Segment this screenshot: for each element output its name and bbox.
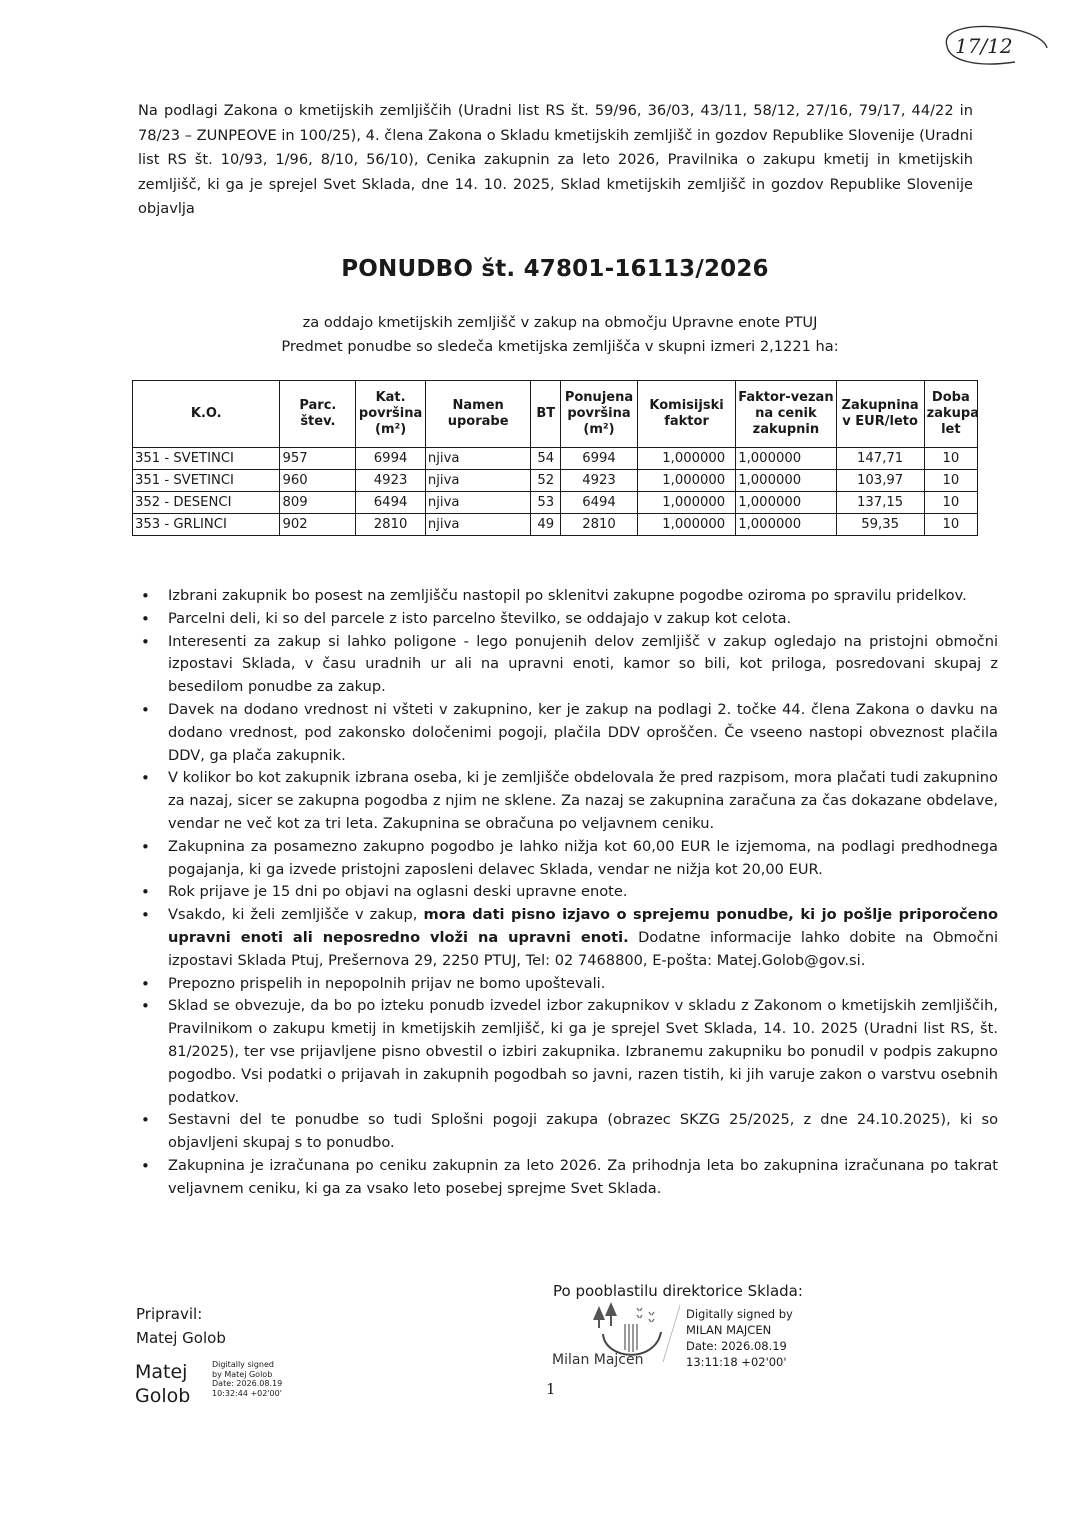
list-item: • Prepozno prispelih in nepopolnih prijav ne bomo upoštevali.: [168, 973, 998, 996]
authorized-label: Po pooblastilu direktorice Sklada:: [553, 1282, 803, 1300]
list-item: • Parcelni deli, ki so del parcele z isto parcelno številko, se oddajajo v zakup kot celota.: [168, 608, 998, 631]
stamp-text: 17/12: [955, 34, 1013, 58]
handwritten-stamp: [935, 18, 1055, 74]
cell-rent: 59,35: [836, 514, 924, 536]
list-item: • Zakupnina je izračunana po ceniku zakupnin za leto 2026. Za prihodnja leta bo zakupnina izračunana po takrat veljavnem ceniku, ki ga za vsako leto posebej sprejme Svet Sklada.: [168, 1155, 998, 1201]
header-offered-area: Ponujena površina (m²): [561, 381, 638, 448]
subtitle-scope: Predmet ponudbe so sledeča kmetijska zemljišča v skupni izmeri 2,1221 ha:: [281, 338, 839, 355]
cell-price-factor: 1,000000: [736, 448, 836, 470]
cell-parcel: 902: [280, 514, 356, 536]
table-row: [133, 492, 978, 514]
cell-land-use: njiva: [425, 514, 530, 536]
terms-list: [140, 585, 998, 1201]
cell-ko: 351 - SVETINCI: [133, 448, 280, 470]
cell-cadastral-area: 6994: [356, 448, 426, 470]
cell-bt: 49: [531, 514, 561, 536]
cell-commission-factor: 1,000000: [637, 492, 735, 514]
prepared-label: Pripravil:: [136, 1305, 203, 1323]
cell-land-use: njiva: [425, 448, 530, 470]
intro-paragraph: Na podlagi Zakona o kmetijskih zemljiščih (Uradni list RS št. 59/96, 36/03, 43/11, 58/12, 27/16, 79/17, 44/22 in 78/23 – ZUNPEOVE in 100/25), 4. člena Zakona o Skladu kmetijskih zemljišč in gozdov Republike Slovenije (Uradni list RS št. 10/93, 1/96, 8/10, 56/10), Cenika zakupnin za leto 2026, Pravilnika o zakupu kmetij in kmetijskih zemljišč, ki ga je sprejel Svet Sklada, dne 14. 10. 2025, Sklad kmetijskih zemljišč in gozdov Republike Slovenije objavlja: [138, 102, 973, 217]
header-rent: Zakupnina v EUR/leto: [836, 381, 924, 448]
cell-land-use: njiva: [425, 492, 530, 514]
subtitle-area: za oddajo kmetijskih zemljišč v zakup na območju Upravne enote PTUJ: [302, 314, 818, 331]
table-row: [133, 448, 978, 470]
cell-price-factor: 1,000000: [736, 514, 836, 536]
signature-line: Golob: [135, 1385, 191, 1407]
cell-ko: 352 - DESENCI: [133, 492, 280, 514]
list-item: • Interesenti za zakup si lahko poligone - lego ponujenih delov zemljišč v zakup ogledajo na pristojni območni izpostavi Sklada, v času uradnih ur ali na upravni enoti, kamor so bili, kot priloga, posredovani skupaj z besedilom ponudbe za zakup.: [168, 631, 998, 699]
cell-offered-area: 6494: [561, 492, 638, 514]
digital-signature-milan: [686, 1306, 793, 1370]
cell-cadastral-area: 4923: [356, 470, 426, 492]
signature-meta-line: Date: 2026.08.19: [212, 1379, 283, 1389]
parcels-table: [132, 380, 978, 536]
header-lease-duration: Doba zakupa let: [924, 381, 977, 448]
cell-rent: 137,15: [836, 492, 924, 514]
cell-price-factor: 1,000000: [736, 492, 836, 514]
cell-duration: 10: [924, 448, 977, 470]
signature-meta-line: Digitally signed: [212, 1360, 274, 1369]
prepared-by: [136, 1302, 226, 1350]
list-item: [168, 904, 998, 972]
signature-meta-line: Digitally signed by: [686, 1307, 793, 1321]
list-item: • Sklad se obvezuje, da bo po izteku ponudb izvedel izbor zakupnikov v skladu z Zakonom o kmetijskih zemljiščih, Pravilnikom o zakupu kmetij in kmetijskih zemljišč, ki ga je sprejel Svet Sklada, 14. 10. 2025 (Uradni list RS, št. 81/2025), ter vse prijavljene pisno obvestil o izbiri zakupnika. Izbranemu zakupniku bo ponudil v podpis zakupno pogodbo. Vsi podatki o prijavah in zakupnih pogodbah so javni, razen tistih, ki jih varuje zakon o varstvu osebnih podatkov.: [168, 995, 998, 1109]
digital-signature-matej: [212, 1360, 282, 1398]
cell-offered-area: 4923: [561, 470, 638, 492]
term-text: Dodatne informacije lahko dobite na Območni izpostavi Sklada Ptuj, Prešernova 29, 2250 PTUJ, Tel: 02 7468800, E-pošta: Matej.Golob@gov.si.: [168, 928, 999, 969]
signature-matej: [135, 1360, 190, 1408]
prepared-name: Matej Golob: [136, 1329, 226, 1347]
list-item: • Zakupnina za posamezno zakupno pogodbo je lahko nižja kot 60,00 EUR le izjemoma, na podlagi predhodnega pogajanja, ki ga izvede pristojni zaposleni delavec Sklada, vendar ne nižja kot 20,00 EUR.: [168, 836, 998, 882]
signature-milan: Milan Majcen: [552, 1352, 644, 1368]
signature-meta-line: 10:32:44 +02'00': [212, 1388, 282, 1398]
cell-bt: 53: [531, 492, 561, 514]
signature-meta-line: Date: 2026.08.19: [686, 1339, 787, 1353]
cell-duration: 10: [924, 492, 977, 514]
header-price-factor: Faktor-vezan na cenik zakupnin: [736, 381, 836, 448]
list-item: • Izbrani zakupnik bo posest na zemljišču nastopil po sklenitvi zakupne pogodbe oziroma po spravilu pridelkov.: [168, 585, 998, 608]
header-ko: K.O.: [133, 381, 280, 448]
cell-offered-area: 2810: [561, 514, 638, 536]
cell-bt: 54: [531, 448, 561, 470]
cell-rent: 147,71: [836, 448, 924, 470]
cell-parcel: 809: [280, 492, 356, 514]
cell-duration: 10: [924, 470, 977, 492]
cell-bt: 52: [531, 470, 561, 492]
signature-line: Matej: [135, 1361, 188, 1383]
term-bold-text: mora dati pisno izjavo o sprejemu ponudbe, ki jo pošlje priporočeno upravni enoti ali neposredno vloži na upravni enoti.: [168, 906, 998, 946]
table-row: [133, 470, 978, 492]
cell-price-factor: 1,000000: [736, 470, 836, 492]
header-land-use: Namen uporabe: [425, 381, 530, 448]
cell-commission-factor: 1,000000: [637, 514, 735, 536]
document-title: PONUDBO št. 47801-16113/2026: [341, 256, 769, 282]
cell-ko: 351 - SVETINCI: [133, 470, 280, 492]
header-commission-factor: Komisijski faktor: [637, 381, 735, 448]
cell-rent: 103,97: [836, 470, 924, 492]
table-row: [133, 514, 978, 536]
cell-commission-factor: 1,000000: [637, 470, 735, 492]
signature-meta-line: MILAN MAJCEN: [686, 1323, 772, 1337]
cell-ko: 353 - GRLINCI: [133, 514, 280, 536]
cell-offered-area: 6994: [561, 448, 638, 470]
header-cadastral-area: Kat. površina (m²): [356, 381, 426, 448]
signature-meta-line: 13:11:18 +02'00': [686, 1355, 787, 1369]
page-number: 1: [546, 1380, 556, 1398]
header-parcel-number: Parc. štev.: [280, 381, 356, 448]
table-header-row: [133, 381, 978, 448]
list-item: • V kolikor bo kot zakupnik izbrana oseba, ki je zemljišče obdelovala že pred razpisom, mora plačati tudi zakupnino za nazaj, sicer se zakupna pogodba z njim ne sklene. Za nazaj se zakupnina zaračuna za čas dokazane obdelave, vendar ne več kot za tri leta. Zakupnina se obračuna po veljavnem ceniku.: [168, 767, 998, 835]
cell-parcel: 957: [280, 448, 356, 470]
cell-parcel: 960: [280, 470, 356, 492]
cell-land-use: njiva: [425, 470, 530, 492]
header-bt: BT: [531, 381, 561, 448]
cell-duration: 10: [924, 514, 977, 536]
term-text: Vsakdo, ki želi zemljišče v zakup,: [168, 906, 424, 924]
list-item: • Davek na dodano vrednost ni všteti v zakupnino, ker je zakup na podlagi 2. točke 44. člena Zakona o davku na dodano vrednost, pod zakonsko določenimi pogoji, plačila DDV oproščen. Če vseeno nastopi obveznost plačila DDV, ga plača zakupnik.: [168, 699, 998, 767]
list-item: • Sestavni del te ponudbe so tudi Splošni pogoji zakupa (obrazec SKZG 25/2025, z dne 24.10.2025), ki so objavljeni skupaj s to ponudbo.: [168, 1109, 998, 1155]
cell-cadastral-area: 2810: [356, 514, 426, 536]
signature-meta-line: by Matej Golob: [212, 1369, 273, 1379]
cell-cadastral-area: 6494: [356, 492, 426, 514]
list-item: • Rok prijave je 15 dni po objavi na oglasni deski upravne enote.: [168, 881, 998, 904]
cell-commission-factor: 1,000000: [637, 448, 735, 470]
